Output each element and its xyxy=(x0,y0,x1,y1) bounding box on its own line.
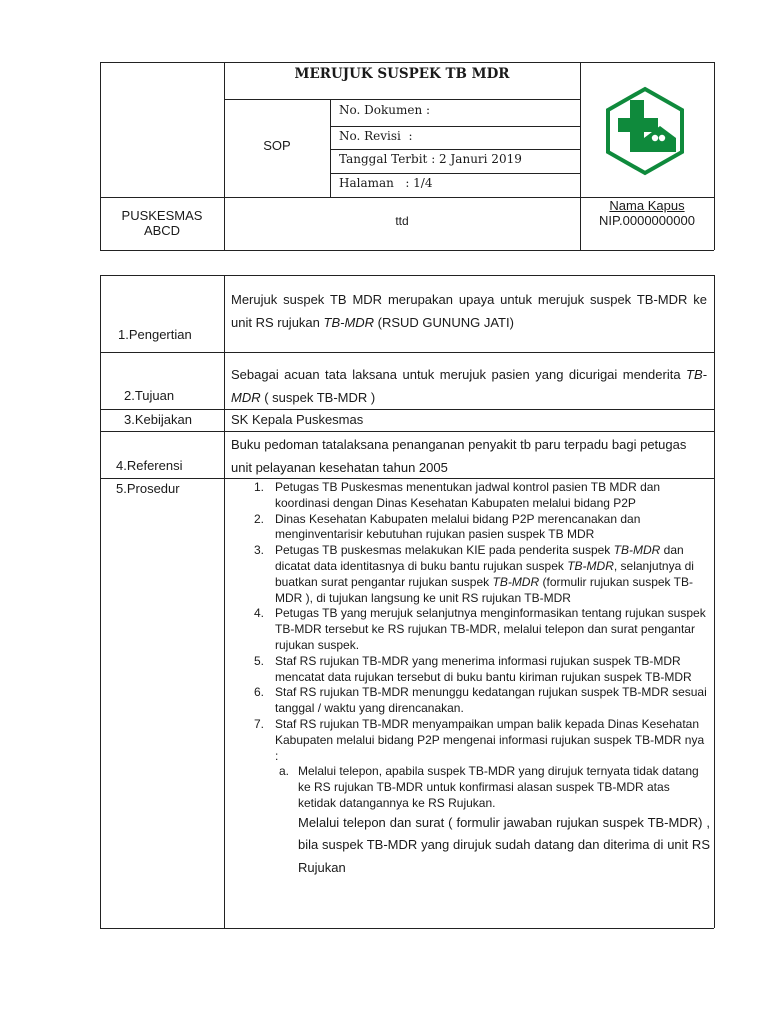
sub-step-text: Melalui telepon, apabila suspek TB-MDR yang dirujuk ternyata tidak datang ke RS rujukan TB-MDR untuk konfirmasi alasan suspek TB-MDR atas ketidak datangannya ke RS Rujukan. xyxy=(298,764,699,810)
sub-step-letter: a. xyxy=(279,764,290,779)
list-item xyxy=(250,606,710,653)
issue-date-row: Tanggal Terbit : 2 Januri 2019 xyxy=(339,152,522,166)
page-row: Halaman : 1/4 xyxy=(339,176,433,190)
list-item xyxy=(250,654,710,686)
list-item xyxy=(250,480,710,512)
step-number: 2. xyxy=(254,511,265,526)
list-item xyxy=(250,685,710,717)
step-number: 4. xyxy=(254,606,265,621)
list-item xyxy=(250,512,710,544)
kebijakan-label: 3.Kebijakan xyxy=(124,412,192,427)
step-text: Petugas TB puskesmas melakukan KIE pada penderita suspek TB-MDR dan dicatat data identitasnya di buku bantu rujukan suspek TB-MDR, selanjutnya di buatkan surat pengantar rujukan suspek TB-MDR (formulir rujukan suspek TB-MDR ), di tujukan langsung ke unit RS rujukan TB-MDR xyxy=(275,543,694,605)
step-text: Petugas TB yang merujuk selanjutnya menginformasikan tentang rujukan suspek TB-MDR tersebut ke RS rujukan TB-MDR, melalui telepon dan surat pengantar rujukan suspek. xyxy=(275,606,706,652)
sop-label: SOP xyxy=(263,138,291,153)
revision-row: No. Revisi : xyxy=(339,129,413,143)
signature-placeholder: ttd xyxy=(395,214,409,228)
step-text: Staf RS rujukan TB-MDR menunggu kedatangan rujukan suspek TB-MDR sesuai tanggal / waktu yang direncanakan. xyxy=(275,685,707,716)
pengertian-label: 1.Pengertian xyxy=(118,327,192,342)
step-number: 1. xyxy=(254,480,265,494)
puskesmas-logo-icon xyxy=(604,86,686,176)
pengertian-text: Merujuk suspek TB MDR merupakan upaya untuk merujuk suspek TB-MDR ke unit RS rujukan TB-MDR (RSUD GUNUNG JATI) xyxy=(231,292,707,330)
step-text: Petugas TB Puskesmas menentukan jadwal kontrol pasien TB MDR dan koordinasi dengan Dinas Kesehatan Kabupaten melalui bidang P2P xyxy=(275,480,661,510)
sub-step-continuation: Melalui telepon dan surat ( formulir jawaban rujukan suspek TB-MDR) , bila suspek TB-MDR yang dirujuk sudah datang dan diterima di unit RS Rujukan xyxy=(298,814,710,875)
list-item xyxy=(250,543,710,606)
kapus-name: Nama Kapus xyxy=(609,198,685,213)
tujuan-label: 2.Tujuan xyxy=(124,388,175,403)
doc-number-row: No. Dokumen : xyxy=(339,103,431,117)
step-number: 6. xyxy=(254,685,265,700)
step-number: 3. xyxy=(254,543,265,558)
kapus-nip: NIP.0000000000 xyxy=(599,213,695,228)
step-text: Staf RS rujukan TB-MDR yang menerima informasi rujukan suspek TB-MDR mencatat data rujukan tersebut di buku bantu kiriman rujukan suspek TB-MDR xyxy=(275,653,692,684)
referensi-label: 4.Referensi xyxy=(116,458,183,473)
step-text: Staf RS rujukan TB-MDR menyampaikan umpan balik kepada Dinas Kesehatan Kabupaten melalui bidang P2P mengenai informasi rujukan suspek TB-MDR nya : xyxy=(275,716,705,763)
kebijakan-text: SK Kepala Puskesmas xyxy=(231,412,364,427)
step-text: Dinas Kesehatan Kabupaten melalui bidang P2P merencanakan dan menginventarisir kebutuhan rujukan pasien suspek TB MDR xyxy=(275,511,641,542)
step-number: 7. xyxy=(254,716,265,731)
referensi-text: Buku pedoman tatalaksana penanganan penyakit tb paru terpadu bagi petugas unit pelayanan kesehatan tahun 2005 xyxy=(231,437,687,475)
sub-list-item xyxy=(275,764,710,811)
page-title: MERUJUK SUSPEK TB MDR xyxy=(294,66,510,82)
list-item xyxy=(250,717,710,879)
prosedur-label: 5.Prosedur xyxy=(116,481,180,496)
tujuan-text: Sebagai acuan tata laksana untuk merujuk pasien yang dicurigai menderita TB-MDR ( suspek TB-MDR ) xyxy=(231,367,707,405)
org-name: PUSKESMAS ABCD xyxy=(121,208,203,238)
step-number: 5. xyxy=(254,653,265,668)
prosedur-steps xyxy=(250,480,710,879)
